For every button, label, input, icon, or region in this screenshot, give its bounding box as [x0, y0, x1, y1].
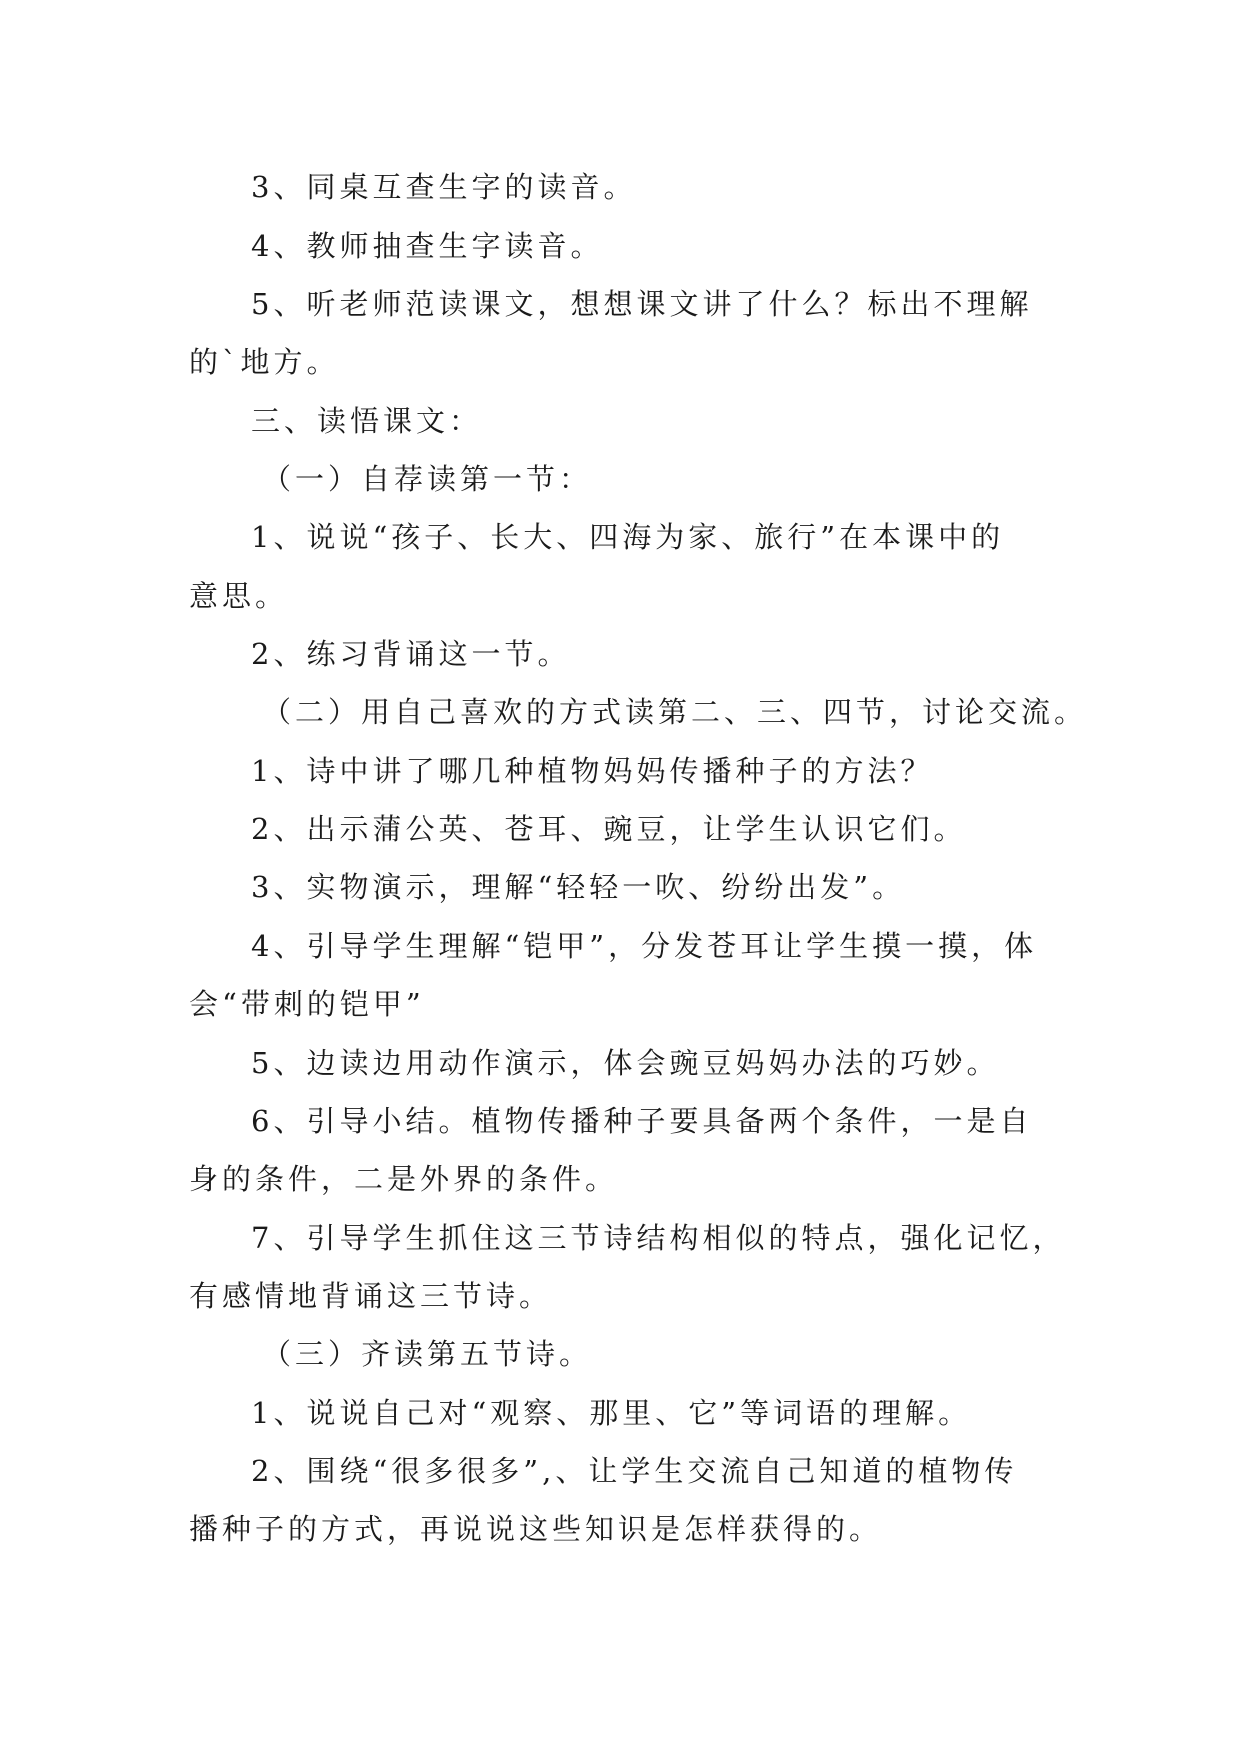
subsection-3-heading: （三）齐读第五节诗。: [262, 1337, 593, 1371]
sub2-item-5: 5、边读边用动作演示，体会豌豆妈妈办法的巧妙。: [251, 1046, 1000, 1080]
sub2-item-3: 3、实物演示，理解“轻轻一吹、纷纷出发”。: [251, 870, 906, 904]
sub3-item-1: 1、说说自己对“观察、那里、它”等词语的理解。: [251, 1396, 972, 1430]
sub2-item-4-continuation: 会“带刺的铠甲”: [189, 987, 425, 1021]
sub1-item-2: 2、练习背诵这一节。: [251, 637, 571, 671]
sub2-item-7: 7、引导学生抓住这三节诗结构相似的特点，强化记忆，: [251, 1221, 1066, 1255]
sub2-item-4: 4、引导学生理解“铠甲”，分发苍耳让学生摸一摸，体: [251, 929, 1038, 963]
step-4-teacher-check: 4、教师抽查生字读音。: [251, 229, 604, 263]
sub2-item-6-continuation: 身的条件，二是外界的条件。: [189, 1162, 619, 1196]
sub2-item-7-continuation: 有感情地背诵这三节诗。: [189, 1279, 553, 1313]
sub3-item-2-continuation: 播种子的方式，再说说这些知识是怎样获得的。: [189, 1512, 883, 1546]
sub1-item-1: 1、说说“孩子、长大、四海为家、旅行”在本课中的: [251, 520, 1005, 554]
sub3-item-2: 2、围绕“很多很多”,、让学生交流自己知道的植物传: [251, 1454, 1018, 1488]
sub2-item-1: 1、诗中讲了哪几种植物妈妈传播种子的方法？: [251, 754, 934, 788]
sub2-item-2: 2、出示蒲公英、苍耳、豌豆，让学生认识它们。: [251, 812, 967, 846]
sub2-item-6: 6、引导小结。植物传播种子要具备两个条件，一是自: [251, 1104, 1033, 1138]
subsection-2-heading: （二）用自己喜欢的方式读第二、三、四节，讨论交流。: [262, 695, 1088, 729]
step-5-listen-reading: 5、听老师范读课文，想想课文讲了什么？标出不理解: [251, 287, 1033, 321]
step-5-continuation: 的`地方。: [189, 345, 340, 379]
step-3-check-pronunciation: 3、同桌互查生字的读音。: [251, 170, 637, 204]
sub1-item-1-continuation: 意思。: [189, 579, 289, 613]
section-3-heading: 三、读悟课文：: [251, 404, 483, 438]
subsection-1-heading: （一）自荐读第一节：: [262, 462, 593, 496]
